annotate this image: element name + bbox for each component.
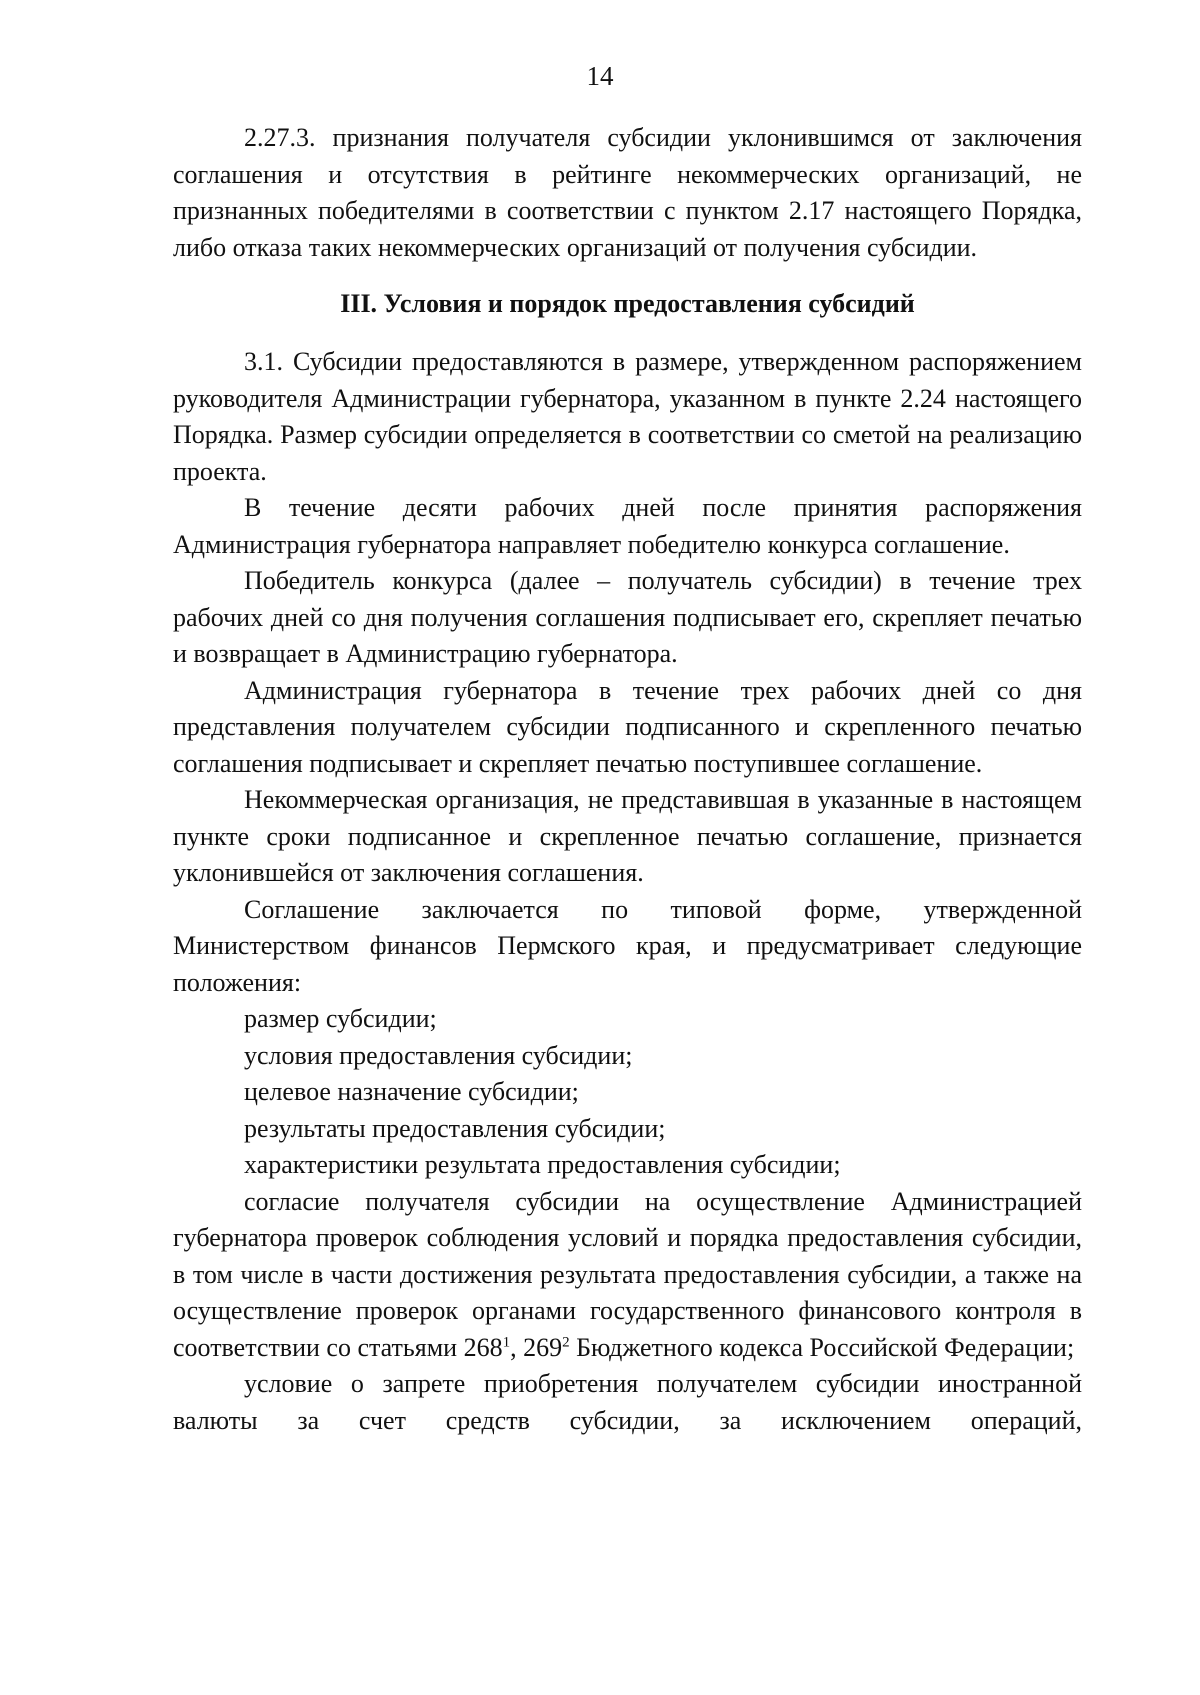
consent-text-mid: , 269 [510, 1332, 563, 1362]
paragraph-currency: условие о запрете приобретения получателем субсидии иностранной валюты за счет средств субсидии, за исключением операций, [173, 1369, 1082, 1435]
paragraph-3-1: 3.1. Субсидии предоставляются в размере, утвержденном распоряжением руководителя Администрации губернатора, указанном в пункте 2.24 настоящего Порядка. Размер субсидии определяется в соответствии со сметой на реализацию проекта. [173, 347, 1082, 486]
list-item: условия предоставления субсидии; [244, 1040, 633, 1070]
superscript-1: 1 [502, 1333, 511, 1350]
superscript-2: 2 [562, 1333, 570, 1350]
paragraph-agreement: Соглашение заключается по типовой форме, утвержденной Министерством финансов Пермского края, и предусматривает следующие положения: [173, 894, 1082, 997]
page-number: 14 [586, 61, 614, 91]
list-item: результаты предоставления субсидии; [244, 1113, 666, 1143]
paragraph-consent [173, 1184, 1082, 1367]
consent-text-end: Бюджетного кодекса Российской Федерации; [569, 1332, 1075, 1362]
paragraph-2-27-3: 2.27.3. признания получателя субсидии уклонившимся от заключения соглашения и отсутствия в рейтинге некоммерческих организаций, не признанных победителями в соответствии с пунктом 2.17 настоящего Порядка, либо отказа таких некоммерческих организаций от получения субсидии. [173, 123, 1082, 262]
paragraph-ten-days: В течение десяти рабочих дней после принятия распоряжения Администрация губернатора направляет победителю конкурса соглашение. [173, 493, 1082, 559]
paragraph-winner: Победитель конкурса (далее – получатель субсидии) в течение трех рабочих дней со дня получения соглашения подписывает его, скрепляет печатью и возвращает в Администрацию губернатора. [173, 566, 1082, 668]
consent-text: согласие получателя субсидии на осуществление Администрацией губернатора проверок соблюдения условий и порядка предоставления субсидии, в том числе в части достижения результата предоставления субсидии, а также на осуществление проверок органами государственного финансового контроля в соответствии со статьями 268 [173, 1186, 1082, 1362]
paragraph-nko: Некоммерческая организация, не представившая в указанные в настоящем пункте сроки подписанное и скрепленное печатью соглашение, признается уклонившейся от заключения соглашения. [173, 785, 1082, 887]
list-item: целевое назначение субсидии; [244, 1077, 579, 1106]
document-body [173, 120, 1082, 1439]
list-item: размер субсидии; [244, 1004, 437, 1033]
list-item: характеристики результата предоставления субсидии; [244, 1150, 841, 1179]
section-heading: III. Условия и порядок предоставления субсидий [340, 289, 915, 318]
paragraph-administration: Администрация губернатора в течение трех рабочих дней со дня представления получателем субсидии подписанного и скрепленного печатью соглашения подписывает и скрепляет печатью поступившее соглашение. [173, 675, 1082, 778]
